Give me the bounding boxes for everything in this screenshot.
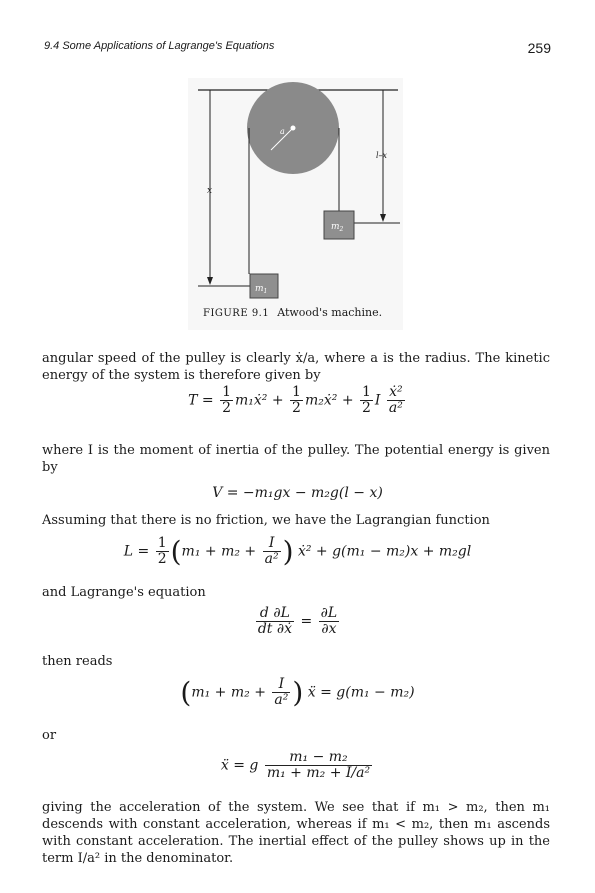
x-label: x (207, 186, 213, 196)
equation-lagrange: $\frac{d \partial L}{\text{dt ∂ẋ}}$ = $\frac{\partial L}{\partial x}$ (257, 605, 338, 637)
paragraph-1: angular speed of the pulley is clearly ẋ/a, where a is the radius. The kinetic energy of the system is therefore given by (42, 351, 550, 383)
paragraph-3: Assuming that there is no friction, we have the Lagrangian function (42, 513, 490, 528)
m2-label: $m_2$ (331, 222, 344, 233)
figure-label: FIGURE 9.1 (203, 308, 270, 319)
figure-caption (203, 306, 382, 319)
figure-caption-text: Atwood's machine. (277, 306, 383, 319)
figure-atwood (188, 78, 403, 330)
atwood-diagram (188, 78, 403, 330)
running-header: 9.4 Some Applications of Lagrange's Equations (44, 40, 275, 52)
paragraph-6: or (42, 728, 57, 743)
equation-motion: (m₁ + m₂ + $\frac{I}{\text{a²}}$ ) ẍ = g(m₁ − m₂) (180, 676, 415, 709)
paragraph-7: giving the acceleration of the system. We see that if m₁ > m₂, then m₁ descends with constant acceleration, whereas if m₁ < m₂, then m₁ ascends with constant acceleration. The inertial effect of the pulley shows up in the term I/a² in the denominator. (42, 800, 550, 866)
paragraph-2: where I is the moment of inertia of the pulley. The potential energy is given by (42, 443, 550, 475)
paragraph-5: then reads (42, 654, 113, 669)
x-arrow-head (207, 277, 213, 285)
lx-arrow-head (380, 214, 386, 222)
page-number: 259 (527, 40, 551, 56)
equation-acceleration: ẍ = g $\frac{\text{m₁ − m₂}}{\text{m₁ + m₂ + I/a²}}$ (220, 749, 371, 781)
paragraph-4: and Lagrange's equation (42, 585, 206, 600)
radius-label: a (280, 127, 285, 136)
equation-kinetic: T = $\frac{1}{2}$ m₁ẋ² + $\frac{1}{2}$ m₂ẋ² + $\frac{1}{2}$ I $\frac{\text{ẋ²}}{\text{a²}}$ (188, 384, 403, 416)
equation-lagrangian: L = $\frac{1}{2}$ (m₁ + m₂ + $\frac{I}{\text{a²}}$ ) ẋ² + g(m₁ − m₂)x + m₂gl (123, 535, 472, 568)
lx-label: l–x (376, 151, 388, 160)
equation-potential: V = −m₁gx − m₂g(l − x) (212, 485, 383, 501)
m1-label: $m_1$ (255, 284, 268, 295)
